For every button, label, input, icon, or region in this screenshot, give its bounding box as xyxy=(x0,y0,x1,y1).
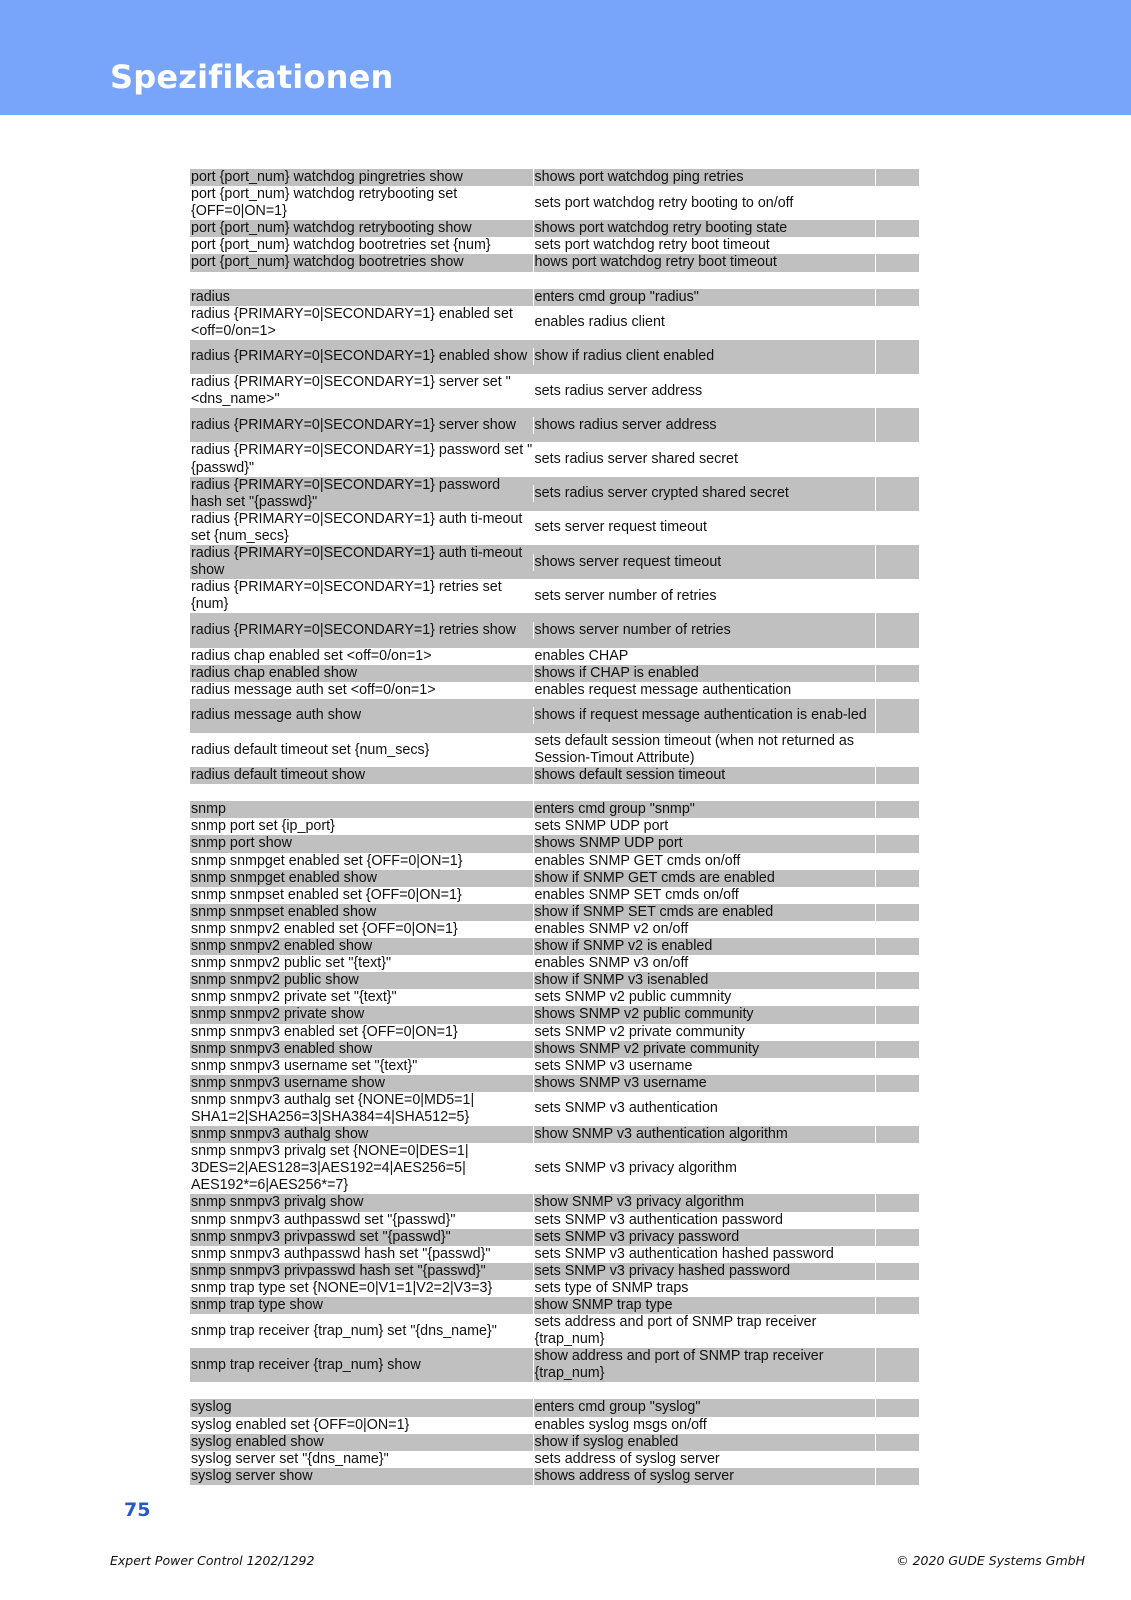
description-cell: shows SNMP v2 public community xyxy=(533,1006,876,1023)
command-cell: radius message auth set <off=0/on=1> xyxy=(191,681,436,698)
command-cell: snmp port show xyxy=(191,835,292,852)
description-cell: enables request message authentication xyxy=(533,682,876,699)
command-cell: radius xyxy=(191,288,230,305)
command-cell: syslog server set "{dns_name}" xyxy=(191,1450,389,1467)
table-row xyxy=(190,1143,919,1194)
empty-cell xyxy=(875,1451,919,1468)
empty-cell xyxy=(875,801,919,818)
empty-cell xyxy=(875,972,919,989)
empty-cell xyxy=(875,1075,919,1092)
description-cell: enables SNMP GET cmds on/off xyxy=(533,853,876,870)
command-cell: radius {PRIMARY=0|SECONDARY=1} auth ti-meout set {num_secs} xyxy=(191,510,523,544)
description-cell: shows radius server address xyxy=(533,417,876,434)
description-cell: shows default session timeout xyxy=(533,767,876,784)
command-cell: syslog enabled set {OFF=0|ON=1} xyxy=(191,1416,410,1433)
command-cell: port {port_num} watchdog bootretries set {num} xyxy=(191,237,491,254)
description-cell: sets address of syslog server xyxy=(533,1451,876,1468)
description-cell: sets SNMP v3 privacy hashed password xyxy=(533,1263,876,1280)
command-cell: radius {PRIMARY=0|SECONDARY=1} enabled set <off=0/on=1> xyxy=(191,305,513,339)
command-cell: snmp snmpv3 authpasswd set "{passwd}" xyxy=(191,1211,456,1228)
table-row xyxy=(190,1263,919,1280)
empty-cell xyxy=(875,289,919,306)
empty-cell xyxy=(875,1399,919,1416)
table-row xyxy=(190,1006,919,1023)
description-cell: enables CHAP xyxy=(533,648,876,665)
command-cell: port {port_num} watchdog retrybooting set {OFF=0|ON=1} xyxy=(191,186,458,220)
description-cell: show if radius client enabled xyxy=(533,348,876,365)
table-row xyxy=(190,665,919,682)
table-row xyxy=(190,1348,919,1382)
description-cell: sets radius server crypted shared secret xyxy=(533,485,876,502)
command-cell: radius default timeout show xyxy=(191,767,366,784)
command-cell: radius {PRIMARY=0|SECONDARY=1} retries set {num} xyxy=(191,579,502,613)
description-cell: sets SNMP v3 authentication hashed password xyxy=(533,1246,876,1263)
table-row xyxy=(190,1041,919,1058)
empty-cell xyxy=(875,818,919,835)
table-row xyxy=(190,767,919,784)
description-cell: enables SNMP v2 on/off xyxy=(533,921,876,938)
description-cell: shows server number of retries xyxy=(533,622,876,639)
description-cell: sets address and port of SNMP trap receiver {trap_num} xyxy=(533,1314,876,1348)
empty-cell xyxy=(875,545,919,579)
empty-cell xyxy=(875,1417,919,1434)
table-row xyxy=(190,921,919,938)
table-row xyxy=(190,682,919,699)
empty-cell xyxy=(875,699,919,733)
empty-cell xyxy=(875,989,919,1006)
empty-cell xyxy=(875,1143,919,1194)
table-row xyxy=(190,972,919,989)
table-row xyxy=(190,1212,919,1229)
table-row xyxy=(190,254,919,271)
command-cell: snmp snmpv3 privalg set {NONE=0|DES=1| 3DES=2|AES128=3|AES192=4|AES256=5| AES192*=6|AES256*=7} xyxy=(191,1143,469,1194)
empty-cell xyxy=(875,1194,919,1211)
table-row xyxy=(190,818,919,835)
empty-cell xyxy=(875,767,919,784)
command-cell: snmp snmpv2 private show xyxy=(191,1006,365,1023)
description-cell: shows SNMP v3 username xyxy=(533,1075,876,1092)
command-cell: port {port_num} watchdog bootretries show xyxy=(191,254,464,271)
table-row xyxy=(190,938,919,955)
table-row xyxy=(190,1075,919,1092)
command-cell: syslog enabled show xyxy=(191,1433,324,1450)
table-row xyxy=(190,1468,919,1485)
command-cell: syslog server show xyxy=(191,1467,313,1484)
table-row xyxy=(190,289,919,306)
command-cell: snmp snmpset enabled set {OFF=0|ON=1} xyxy=(191,886,462,903)
table-row xyxy=(190,579,919,613)
table-row xyxy=(190,887,919,904)
table-row xyxy=(190,1297,919,1314)
empty-cell xyxy=(875,186,919,220)
empty-cell xyxy=(875,1348,919,1382)
command-cell: snmp snmpget enabled set {OFF=0|ON=1} xyxy=(191,852,463,869)
description-cell: sets server number of retries xyxy=(533,588,876,605)
empty-cell xyxy=(875,1126,919,1143)
command-cell: snmp snmpv3 authalg set {NONE=0|MD5=1| SHA1=2|SHA256=3|SHA384=4|SHA512=5} xyxy=(191,1091,475,1125)
description-cell: sets SNMP v3 authentication xyxy=(533,1100,876,1117)
description-cell: sets SNMP v3 authentication password xyxy=(533,1212,876,1229)
description-cell: enables syslog msgs on/off xyxy=(533,1417,876,1434)
command-cell: snmp snmpv3 authpasswd hash set "{passwd}" xyxy=(191,1245,491,1262)
command-cell: snmp snmpv3 username set "{text}" xyxy=(191,1057,418,1074)
description-cell: shows if CHAP is enabled xyxy=(533,665,876,682)
command-cell: snmp snmpv3 authalg show xyxy=(191,1126,369,1143)
description-cell: shows SNMP UDP port xyxy=(533,835,876,852)
description-cell: sets port watchdog retry booting to on/off xyxy=(533,195,876,212)
table-row xyxy=(190,904,919,921)
table-row xyxy=(190,1229,919,1246)
description-cell: enables radius client xyxy=(533,314,876,331)
table-row xyxy=(190,853,919,870)
empty-cell xyxy=(875,835,919,852)
command-cell: radius chap enabled show xyxy=(191,664,358,681)
description-cell: shows SNMP v2 private community xyxy=(533,1041,876,1058)
description-cell: show SNMP v3 privacy algorithm xyxy=(533,1194,876,1211)
table-row xyxy=(190,835,919,852)
command-cell: snmp snmpv2 enabled show xyxy=(191,938,373,955)
empty-cell xyxy=(875,955,919,972)
table-row xyxy=(190,801,919,818)
empty-cell xyxy=(875,665,919,682)
table-row xyxy=(190,870,919,887)
description-cell: shows address of syslog server xyxy=(533,1468,876,1485)
description-cell: sets radius server address xyxy=(533,383,876,400)
table-row xyxy=(190,989,919,1006)
description-cell: show SNMP trap type xyxy=(533,1297,876,1314)
empty-cell xyxy=(875,1280,919,1297)
empty-cell xyxy=(875,408,919,442)
table-row xyxy=(190,169,919,186)
empty-cell xyxy=(875,1006,919,1023)
empty-cell xyxy=(875,374,919,408)
description-cell: show SNMP v3 authentication algorithm xyxy=(533,1126,876,1143)
table-row xyxy=(190,545,919,579)
table-row xyxy=(190,1417,919,1434)
table-row xyxy=(190,477,919,511)
description-cell: sets type of SNMP traps xyxy=(533,1280,876,1297)
footer-copyright: © 2020 GUDE Systems GmbH xyxy=(896,1553,1085,1568)
empty-cell xyxy=(875,733,919,767)
page-header xyxy=(0,0,1131,115)
command-cell: snmp snmpv2 private set "{text}" xyxy=(191,989,397,1006)
table-row xyxy=(190,648,919,665)
command-cell: snmp snmpset enabled show xyxy=(191,903,377,920)
empty-cell xyxy=(875,853,919,870)
description-cell: shows port watchdog ping retries xyxy=(533,169,876,186)
empty-cell xyxy=(875,254,919,271)
command-cell: radius {PRIMARY=0|SECONDARY=1} auth ti-meout show xyxy=(191,544,523,579)
empty-cell xyxy=(875,1092,919,1126)
description-cell: show if SNMP v3 isenabled xyxy=(533,972,876,989)
table-spacer-row xyxy=(190,272,919,289)
empty-cell xyxy=(875,1434,919,1451)
description-cell: show if syslog enabled xyxy=(533,1434,876,1451)
table-row xyxy=(190,1126,919,1143)
empty-cell xyxy=(875,1263,919,1280)
empty-cell xyxy=(875,648,919,665)
command-cell: snmp snmpv3 username show xyxy=(191,1074,385,1091)
empty-cell xyxy=(875,220,919,237)
description-cell: sets server request timeout xyxy=(533,519,876,536)
table-row xyxy=(190,1092,919,1126)
description-cell: sets default session timeout (when not returned as Session-Timout Attribute) xyxy=(533,733,876,767)
empty-cell xyxy=(875,682,919,699)
table-row xyxy=(190,340,919,374)
description-cell: sets SNMP v2 private community xyxy=(533,1024,876,1041)
empty-cell xyxy=(875,579,919,613)
description-cell: sets SNMP UDP port xyxy=(533,818,876,835)
table-row xyxy=(190,1246,919,1263)
table-row xyxy=(190,306,919,340)
table-row xyxy=(190,237,919,254)
description-cell: sets SNMP v2 public cummnity xyxy=(533,989,876,1006)
table-row xyxy=(190,1314,919,1348)
description-cell: sets port watchdog retry boot timeout xyxy=(533,237,876,254)
command-cell: radius default timeout set {num_secs} xyxy=(191,741,430,758)
page-title: Spezifikationen xyxy=(110,58,394,96)
command-cell: radius message auth show xyxy=(191,707,362,724)
description-cell: sets SNMP v3 username xyxy=(533,1058,876,1075)
command-cell: radius {PRIMARY=0|SECONDARY=1} server show xyxy=(191,416,517,433)
empty-cell xyxy=(875,1468,919,1485)
command-cell: snmp snmpv2 public show xyxy=(191,972,359,989)
table-row xyxy=(190,511,919,545)
command-cell: snmp snmpv3 enabled show xyxy=(191,1040,373,1057)
table-row xyxy=(190,1024,919,1041)
description-cell: shows server request timeout xyxy=(533,554,876,571)
empty-cell xyxy=(875,1058,919,1075)
table-row xyxy=(190,1280,919,1297)
command-cell: port {port_num} watchdog retrybooting show xyxy=(191,220,472,237)
command-cell: snmp snmpv3 privalg show xyxy=(191,1194,364,1211)
empty-cell xyxy=(875,306,919,340)
table-row xyxy=(190,955,919,972)
description-cell: show if SNMP SET cmds are enabled xyxy=(533,904,876,921)
empty-cell xyxy=(875,1314,919,1348)
command-cell: radius {PRIMARY=0|SECONDARY=1} password hash set "{passwd}" xyxy=(191,476,501,510)
empty-cell xyxy=(875,1212,919,1229)
command-cell: snmp snmpv3 enabled set {OFF=0|ON=1} xyxy=(191,1023,458,1040)
empty-cell xyxy=(875,904,919,921)
empty-cell xyxy=(875,921,919,938)
empty-cell xyxy=(875,1041,919,1058)
command-cell: snmp trap receiver {trap_num} show xyxy=(191,1356,421,1373)
table-row xyxy=(190,1058,919,1075)
command-cell: radius {PRIMARY=0|SECONDARY=1} enabled show xyxy=(191,348,528,365)
table-row xyxy=(190,220,919,237)
empty-cell xyxy=(875,870,919,887)
table-row xyxy=(190,1399,919,1416)
command-cell: syslog xyxy=(191,1399,232,1416)
table-row xyxy=(190,442,919,476)
description-cell: enters cmd group "radius" xyxy=(533,289,876,306)
command-cell: snmp trap type show xyxy=(191,1297,323,1314)
command-cell: radius {PRIMARY=0|SECONDARY=1} retries show xyxy=(191,621,517,638)
description-cell: hows port watchdog retry boot timeout xyxy=(533,254,876,271)
table-row xyxy=(190,1194,919,1211)
command-cell: snmp port set {ip_port} xyxy=(191,818,335,835)
empty-cell xyxy=(875,237,919,254)
description-cell: show if SNMP v2 is enabled xyxy=(533,938,876,955)
command-cell: port {port_num} watchdog pingretries show xyxy=(191,169,463,185)
command-cell: snmp trap type set {NONE=0|V1=1|V2=2|V3=3} xyxy=(191,1279,493,1296)
command-cell: snmp snmpv3 privpasswd hash set "{passwd}" xyxy=(191,1262,486,1279)
command-cell: snmp snmpget enabled show xyxy=(191,869,377,886)
description-cell: enables SNMP v3 on/off xyxy=(533,955,876,972)
empty-cell xyxy=(875,340,919,374)
description-cell: show if SNMP GET cmds are enabled xyxy=(533,870,876,887)
command-cell: snmp snmpv3 privpasswd set "{passwd}" xyxy=(191,1228,451,1245)
description-cell: sets SNMP v3 privacy algorithm xyxy=(533,1160,876,1177)
empty-cell xyxy=(875,477,919,511)
description-cell: shows port watchdog retry booting state xyxy=(533,220,876,237)
command-table xyxy=(190,169,919,1485)
description-cell: enters cmd group "snmp" xyxy=(533,801,876,818)
empty-cell xyxy=(875,1297,919,1314)
command-cell: radius chap enabled set <off=0/on=1> xyxy=(191,647,432,664)
page-number: 75 xyxy=(124,1499,151,1521)
empty-cell xyxy=(875,613,919,647)
empty-cell xyxy=(875,169,919,186)
table-row xyxy=(190,1434,919,1451)
command-cell: snmp xyxy=(191,801,226,818)
table-row xyxy=(190,374,919,408)
description-cell: sets radius server shared secret xyxy=(533,451,876,468)
table-row xyxy=(190,733,919,767)
command-cell: snmp snmpv2 enabled set {OFF=0|ON=1} xyxy=(191,920,458,937)
empty-cell xyxy=(875,1229,919,1246)
footer-product-name: Expert Power Control 1202/1292 xyxy=(110,1553,315,1568)
table-row xyxy=(190,1451,919,1468)
empty-cell xyxy=(875,938,919,955)
table-spacer-row xyxy=(190,1382,919,1399)
description-cell: enables SNMP SET cmds on/off xyxy=(533,887,876,904)
command-cell: snmp trap receiver {trap_num} set "{dns_name}" xyxy=(191,1322,497,1339)
table-row xyxy=(190,699,919,733)
description-cell: sets SNMP v3 privacy password xyxy=(533,1229,876,1246)
command-cell: radius {PRIMARY=0|SECONDARY=1} password set "{passwd}" xyxy=(191,442,533,476)
table-row xyxy=(190,408,919,442)
description-cell: shows if request message authentication is enab-led xyxy=(533,707,876,724)
description-cell: show address and port of SNMP trap receiver {trap_num} xyxy=(533,1348,876,1382)
empty-cell xyxy=(875,1246,919,1263)
empty-cell xyxy=(875,1024,919,1041)
table-row xyxy=(190,186,919,220)
empty-cell xyxy=(875,442,919,476)
table-row xyxy=(190,613,919,647)
command-cell: snmp snmpv2 public set "{text}" xyxy=(191,955,392,972)
description-cell: enters cmd group "syslog" xyxy=(533,1399,876,1416)
command-cell: radius {PRIMARY=0|SECONDARY=1} server set "<dns_name>" xyxy=(191,374,511,408)
empty-cell xyxy=(875,511,919,545)
table-spacer-row xyxy=(190,784,919,801)
empty-cell xyxy=(875,887,919,904)
